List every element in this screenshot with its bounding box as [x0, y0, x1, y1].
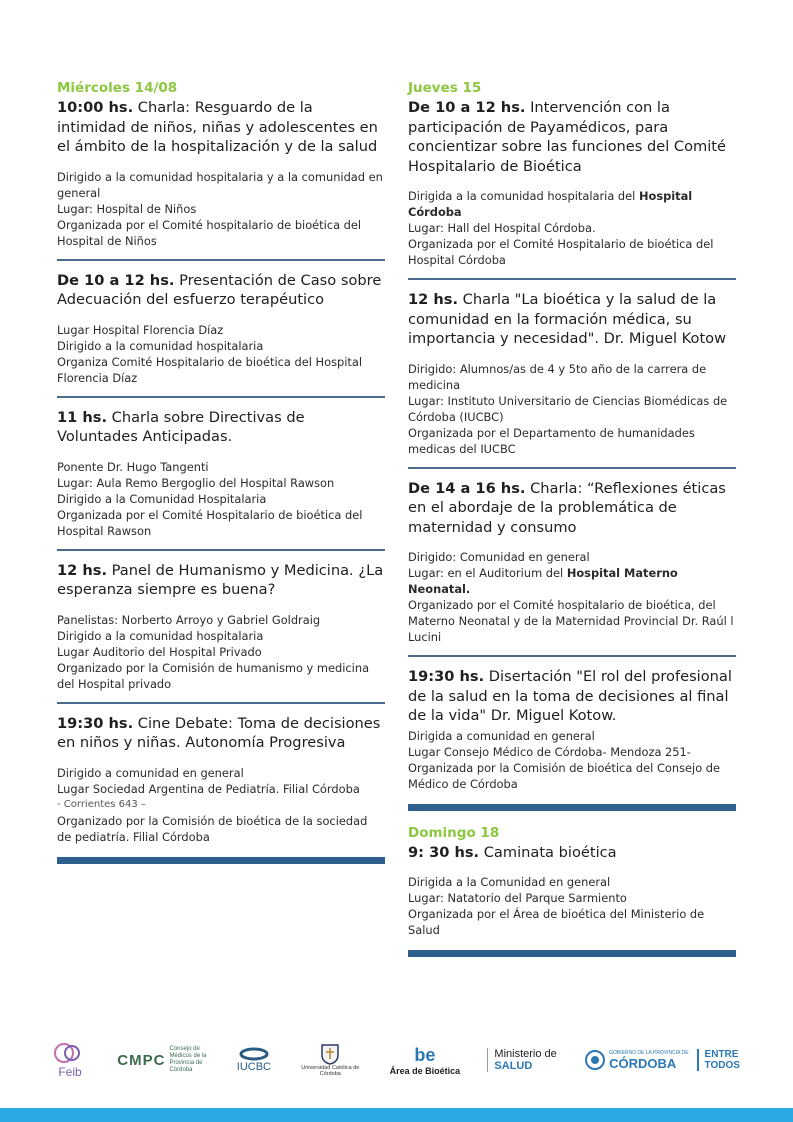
divider: [408, 467, 736, 469]
event-details: Dirigido: Alumnos/as de 4 y 5to año de la carrera de medicina Lugar: Instituto Universitario de Ciencias Biomédicas de Córdoba (IUCBC) Organizada por el Departamento de humanidades medicas del IUCBC: [408, 361, 728, 456]
ucc-logo: Universidad Católica de Córdoba: [298, 1043, 362, 1077]
event-title: De 10 a 12 hs. Presentación de Caso sobre Adecuación del esfuerzo terapéutico: [57, 271, 382, 308]
event-title: 11 hs. Charla sobre Directivas de Voluntades Anticipadas.: [57, 408, 305, 445]
event: [408, 667, 736, 792]
divider: [57, 702, 385, 704]
bottom-bar: [0, 1108, 793, 1122]
event-title: De 10 a 12 hs. Intervención con la participación de Payamédicos, para concientizar sobre las funciones del Comité Hospitalario de Bioética: [408, 99, 726, 175]
event-title: 19:30 hs. Cine Debate: Toma de decisiones en niños y niñas. Autonomía Progresiva: [57, 714, 381, 751]
section-rule: [408, 950, 736, 957]
sponsor-logos: [50, 1035, 740, 1085]
event: [57, 271, 385, 386]
event: [57, 98, 385, 249]
day-heading: Domingo 18: [408, 824, 500, 841]
day-heading: Miércoles 14/08: [57, 80, 178, 96]
event: [57, 561, 385, 692]
event: [408, 290, 736, 457]
event-title: De 14 a 16 hs. Charla: “Reflexiones éticas en el abordaje de la problemática de maternidad y consumo: [408, 479, 726, 536]
feib-logo: Feib: [50, 1041, 90, 1079]
event-title: 12 hs. Panel de Humanismo y Medicina. ¿La esperanza siempre es buena?: [57, 561, 384, 598]
event: [408, 843, 736, 939]
event-details: Dirigida a la Comunidad en general Lugar: Natatorio del Parque Sarmiento Organizada por el Área de bioética del Ministerio de Salud: [408, 875, 705, 937]
ucc-shield-icon: [320, 1043, 340, 1065]
event-details: Panelistas: Norberto Arroyo y Gabriel Goldraig Dirigido a la comunidad hospitalaria Lugar Auditorio del Hospital Privado Organizado por la Comisión de humanismo y medicina del Hospital privado: [57, 612, 370, 691]
cmpc-logo: CMPC Consejo de Médicos de la Provincia de Córdoba: [117, 1046, 207, 1073]
ministerio-salud-logo: Ministerio de SALUD: [487, 1048, 556, 1072]
cordoba-crest-icon: [584, 1049, 606, 1071]
left-column: [57, 80, 385, 878]
event: [408, 98, 736, 268]
section-rule: [408, 804, 736, 811]
event: [57, 714, 385, 845]
event: [408, 479, 736, 646]
event-details: Dirigido a la comunidad hospitalaria y a la comunidad en general Lugar: Hospital de Niños Organizada por el Comité hospitalario de bioética del Hospital de Niños: [57, 169, 383, 248]
event-title: 9: 30 hs. Caminata bioética: [408, 843, 617, 861]
day-heading: Jueves 15: [408, 80, 482, 96]
event-details: Ponente Dr. Hugo Tangenti Lugar: Aula Remo Bergoglio del Hospital Rawson Dirigido a la Comunidad Hospitalaria Organizada por el Comité Hospitalario de bioética del Hospital Rawson: [57, 459, 363, 538]
divider: [57, 396, 385, 398]
divider: [57, 549, 385, 551]
event-details: Lugar Hospital Florencia Díaz Dirigido a la comunidad hospitalaria Organiza Comité Hospitalario de bioética del Hospital Florencia Díaz: [57, 322, 363, 385]
event-details: Dirigida a la comunidad hospitalaria del Hospital Córdoba Lugar: Hall del Hospital Córdoba. Organizada por el Comité Hospitalario de bioética del Hospital Córdoba: [408, 189, 714, 267]
divider: [408, 278, 736, 280]
event-details: Dirigido a comunidad en general Lugar Sociedad Argentina de Pediatría. Filial Córdoba - Corrientes 643 – Organizado por la Comisión de bioética de la sociedad de pediatría. Filial Córdoba: [57, 765, 368, 844]
event-title: 10:00 hs. Charla: Resguardo de la intimidad de niños, niñas y adolescentes en el ámbito de la hospitalización y de la salud: [57, 99, 378, 155]
right-column: [408, 80, 736, 971]
event-details: Dirigida a comunidad en general Lugar Consejo Médico de Córdoba- Mendoza 251- Organizada por la Comisión de bioética del Consejo de Médico de Córdoba: [408, 728, 721, 791]
gobierno-cordoba-logo: GOBIERNO DE LA PROVINCIA DE CÓRDOBA ENTRE TODOS: [584, 1049, 740, 1071]
feib-emblem-icon: [50, 1041, 90, 1065]
iucbc-emblem-icon: [239, 1047, 269, 1061]
iucbc-logo: IUCBC: [237, 1047, 271, 1073]
section-rule: [57, 857, 385, 864]
area-bioetica-logo: be Área de Bioética: [389, 1044, 461, 1076]
event-details: Dirigido: Comunidad en general Lugar: en el Auditorium del Hospital Materno Neonatal. Organizado por el Comité hospitalario de bioética, del Materno Neonatal y de la Maternidad Provincial Dr. Raúl l Lucini: [408, 550, 734, 644]
divider: [57, 259, 385, 261]
event-title: 12 hs. Charla "La bioética y la salud de la comunidad en la formación médica, su importancia y necesidad". Dr. Miguel Kotow: [408, 291, 727, 347]
divider: [408, 655, 736, 657]
event-title: 19:30 hs. Disertación "El rol del profesional de la salud en la toma de decisiones al final de la vida" Dr. Miguel Kotow.: [408, 668, 732, 724]
event: [57, 408, 385, 539]
